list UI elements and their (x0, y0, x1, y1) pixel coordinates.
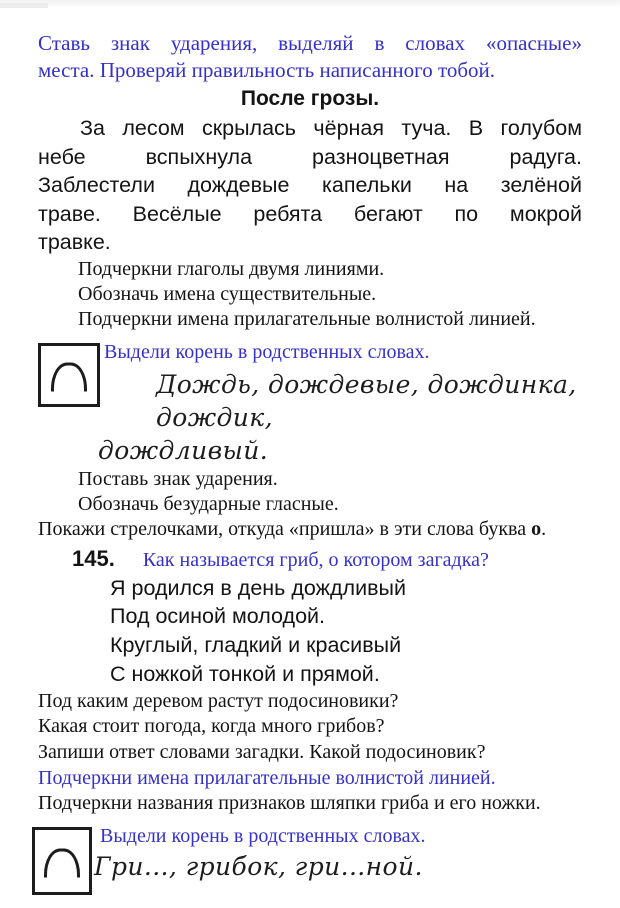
exercise-question: Как называется гриб, о котором загадка? (142, 548, 489, 571)
handwriting-line: дождливый. (98, 435, 269, 465)
handwriting-line: Гри..., грибок, гри...ной. (94, 851, 423, 881)
arrow-task-text: Покажи стрелочками, откуда «пришла» в эти слова буква (38, 517, 532, 540)
root-instruction: Выдели корень в родственных словах. (104, 340, 430, 363)
root-symbol-box (38, 343, 100, 407)
question-line: Какая стоит погода, когда много грибов? (38, 715, 385, 738)
story-line: травке. (38, 230, 111, 255)
story-line: небе вспыхнула разноцветная радуга. (38, 144, 582, 169)
instruction-header-line: места. Проверяй правильность написанного тобой. (38, 57, 496, 82)
root-arc-icon (44, 849, 80, 878)
poem-line: Круглый, гладкий и красивый (110, 633, 402, 658)
task-blue-line: Подчеркни имена прилагательные волнистой линией. (38, 766, 496, 789)
root-arc-icon (51, 362, 87, 391)
story-line: За лесом скрылась чёрная туча. В голубом (80, 116, 582, 140)
story-line: Заблестели дождевые капельки на зелёной (38, 173, 582, 198)
poem-line: С ножкой тонкой и прямой. (110, 661, 380, 686)
question-line: Под каким деревом растут подосиновики? (38, 689, 399, 712)
poem-line: Я родился в день дождливый (110, 575, 406, 600)
task-line: Обозначь имена существительные. (78, 283, 377, 306)
root-word-block-1 (38, 340, 582, 467)
arrow-task-line (38, 517, 582, 543)
root-instruction: Выдели корень в родственных словах. (100, 824, 426, 847)
arrow-task-bold-letter: о (531, 517, 542, 540)
text-title: После грозы. (240, 87, 380, 110)
poem-line: Под осиной молодой. (110, 604, 326, 629)
page-top-edge (0, 0, 620, 6)
task-final-line: Подчеркни названия признаков шляпки гриба и его ножки. (38, 792, 541, 815)
exercise-number: 145. (72, 545, 115, 571)
task-line: Обозначь безударные гласные. (78, 492, 339, 515)
arrow-task-period: . (541, 517, 547, 540)
exercise-row (72, 546, 582, 572)
root-word-block-2 (38, 824, 582, 908)
handwriting-line: Дождь, дождевые, дождинка, дождик, (156, 369, 577, 432)
page-top-edge-tab (0, 3, 48, 8)
instruction-header-line: Ставь знак ударения, выделяй в словах «опасные» (38, 31, 582, 55)
story-paragraph (38, 114, 582, 257)
task-list-mid (78, 467, 582, 517)
task-line: Подчеркни имена прилагательные волнистой линией. (78, 308, 536, 331)
task-line: Поставь знак ударения. (78, 467, 278, 490)
task-list-top (78, 257, 582, 333)
task-line: Подчеркни глаголы двумя линиями. (78, 257, 385, 280)
story-line: траве. Весёлые ребята бегают по мокрой (38, 201, 582, 226)
riddle-poem (110, 574, 582, 689)
worksheet-page (0, 6, 620, 908)
question-line: Запиши ответ словами загадки. Какой подосиновик? (38, 740, 486, 763)
instruction-header (38, 30, 582, 83)
root-symbol-box (32, 827, 92, 895)
